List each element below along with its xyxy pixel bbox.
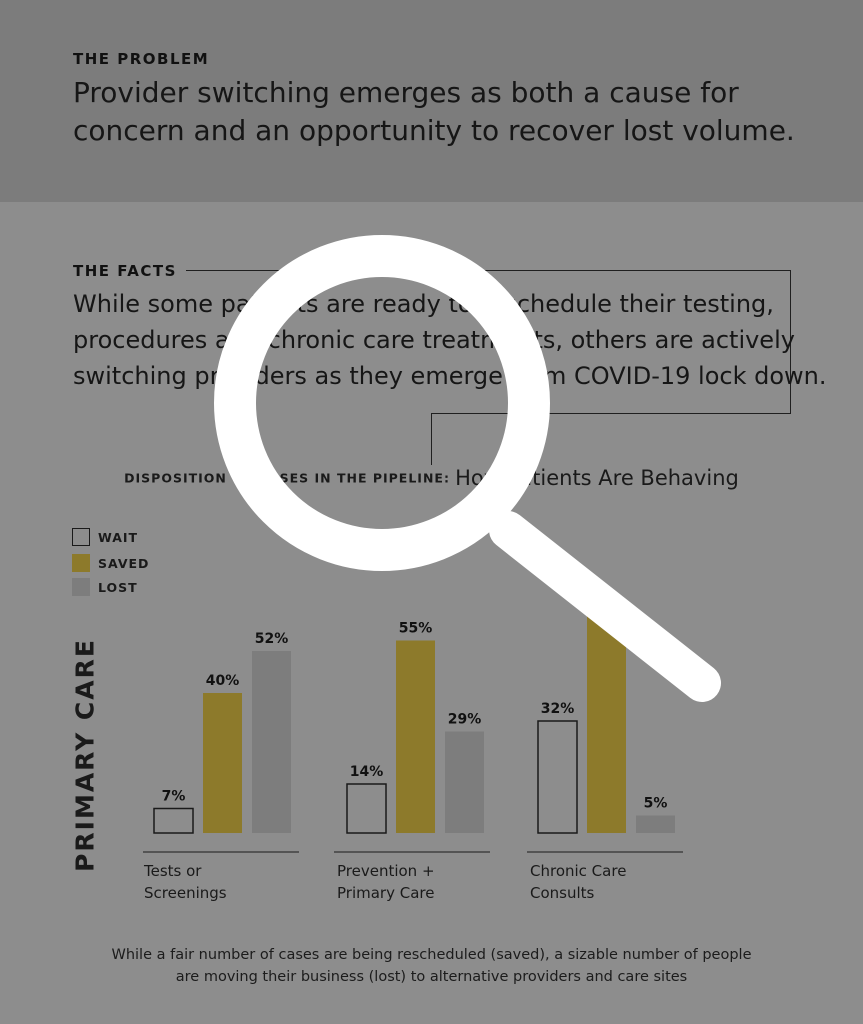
data-label-wait-chronic: 32% (540, 701, 575, 717)
chart-heading-big: How Patients Are Behaving (455, 466, 739, 490)
footnote-line1: While a fair number of cases are being rescheduled (saved), a sizable number of people (111, 947, 752, 963)
legend-label-saved: SAVED (98, 555, 150, 571)
category-label-chronic: Chronic Care Consults (530, 862, 627, 902)
category-label-tests: Tests or Screenings (144, 862, 227, 902)
facts-line1: While some patients are ready to reschedule their testing, (73, 290, 774, 318)
chart-heading-small: DISPOSITION OF CASES IN THE PIPELINE: (124, 470, 450, 486)
facts-kicker: THE FACTS (73, 262, 177, 280)
facts-line2: procedures and chronic care treatments, others are actively (73, 326, 795, 354)
data-label-wait-prevention: 14% (349, 764, 384, 780)
legend-label-wait: WAIT (98, 529, 139, 545)
data-label-saved-prevention: 55% (398, 620, 433, 637)
facts-line3: switching providers as they emerge from COVID-19 lock down. (73, 362, 827, 390)
magnifier-lens (235, 256, 529, 550)
data-label-lost-chronic: 5% (643, 795, 668, 812)
magnifier-handle (508, 530, 702, 683)
data-label-lost-prevention: 29% (447, 711, 482, 728)
legend-label-lost: LOST (98, 579, 138, 595)
problem-headline-line1: Provider switching emerges as both a cause for (73, 76, 739, 109)
problem-kicker: THE PROBLEM (73, 50, 210, 68)
data-label-wait-tests: 7% (161, 788, 186, 805)
category-label-prevention: Prevention + Primary Care (337, 862, 435, 902)
problem-headline-line2: concern and an opportunity to recover lost volume. (73, 114, 795, 147)
footnote-line2: are moving their business (lost) to alternative providers and care sites (175, 969, 688, 985)
data-label-lost-tests: 52% (254, 631, 289, 647)
row-label-primary-care: PRIMARY CARE (70, 638, 100, 872)
data-label-saved-tests: 40% (205, 673, 240, 689)
